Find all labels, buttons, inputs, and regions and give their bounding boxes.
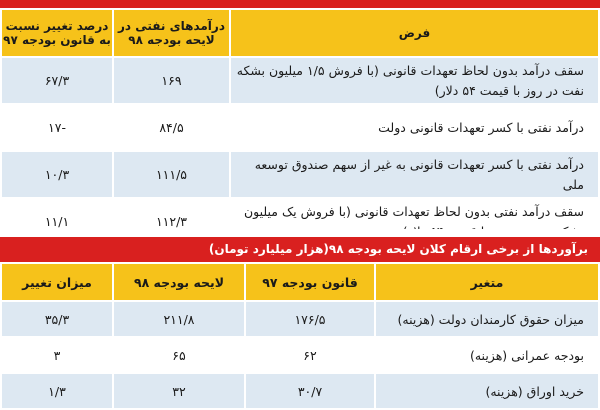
oil-revenue-cell: ۱۶۹: [113, 57, 230, 104]
section-gap: [0, 229, 600, 237]
budget-figures-table: [0, 262, 600, 410]
header-bill98: لایحه بودجه ۹۸: [113, 263, 245, 301]
assumption-cell: سقف درآمد نفتی بدون لحاظ تعهدات قانونی (با فروش یک میلیون: [230, 198, 599, 245]
change-percent-cell: ۱۱/۱: [1, 198, 113, 245]
table-header-row: [1, 263, 599, 301]
table-row: [1, 373, 599, 409]
header-assumption: فرض: [230, 9, 599, 57]
variable-cell: خرید اوراق (هزینه): [375, 373, 599, 409]
change-percent-cell: ۱۰/۳: [1, 151, 113, 198]
law97-cell: ۳۰/۷: [245, 373, 375, 409]
header-oil-revenue: درآمدهای نفتی در لایحه بودجه ۹۸: [113, 9, 230, 57]
table-row: [1, 301, 599, 337]
change-cell: ۳۵/۳: [1, 301, 113, 337]
header-change: میزان تغییر: [1, 263, 113, 301]
oil-revenue-table: [0, 8, 600, 246]
bill98-cell: ۶۵: [113, 337, 245, 373]
law97-cell: ۶۲: [245, 337, 375, 373]
bill98-cell: ۳۲: [113, 373, 245, 409]
assumption-cell: درآمد نفتی با کسر تعهدات قانونی به غیر از سهم صندوق توسعه ملی: [230, 151, 599, 198]
variable-cell: بودجه عمرانی (هزینه): [375, 337, 599, 373]
variable-cell: میزان حقوق کارمندان دولت (هزینه): [375, 301, 599, 337]
change-cell: ۳: [1, 337, 113, 373]
table-row: [1, 57, 599, 104]
table-header-row: [1, 9, 599, 57]
law97-cell: ۱۷۶/۵: [245, 301, 375, 337]
header-variable: متغیر: [375, 263, 599, 301]
assumption-cell: سقف درآمد بدون لحاظ تعهدات قانونی (با فروش ۱/۵ میلیون بشکه نفت در روز با قیمت ۵۴ دلار): [230, 57, 599, 104]
oil-revenue-cell: ۱۱۲/۳: [113, 198, 230, 245]
change-cell: ۱/۳: [1, 373, 113, 409]
table-row: [1, 337, 599, 373]
section-title: برآوردها از برخی ارقام کلان لایحه بودجه ۹۸(هزار میلیارد تومان): [0, 237, 600, 262]
change-percent-cell: -۱۷: [1, 104, 113, 151]
change-percent-cell: ۶۷/۳: [1, 57, 113, 104]
table-row: [1, 104, 599, 151]
header-law97: قانون بودجه ۹۷: [245, 263, 375, 301]
oil-revenue-cell: ۸۴/۵: [113, 104, 230, 151]
table-row: [1, 151, 599, 198]
bill98-cell: ۲۱۱/۸: [113, 301, 245, 337]
header-change-percent: درصد تغییر نسبت به قانون بودجه ۹۷: [1, 9, 113, 57]
top-strip: [0, 0, 600, 8]
oil-revenue-cell: ۱۱۱/۵: [113, 151, 230, 198]
assumption-cell: درآمد نفتی با کسر تعهدات قانونی دولت: [230, 104, 599, 151]
